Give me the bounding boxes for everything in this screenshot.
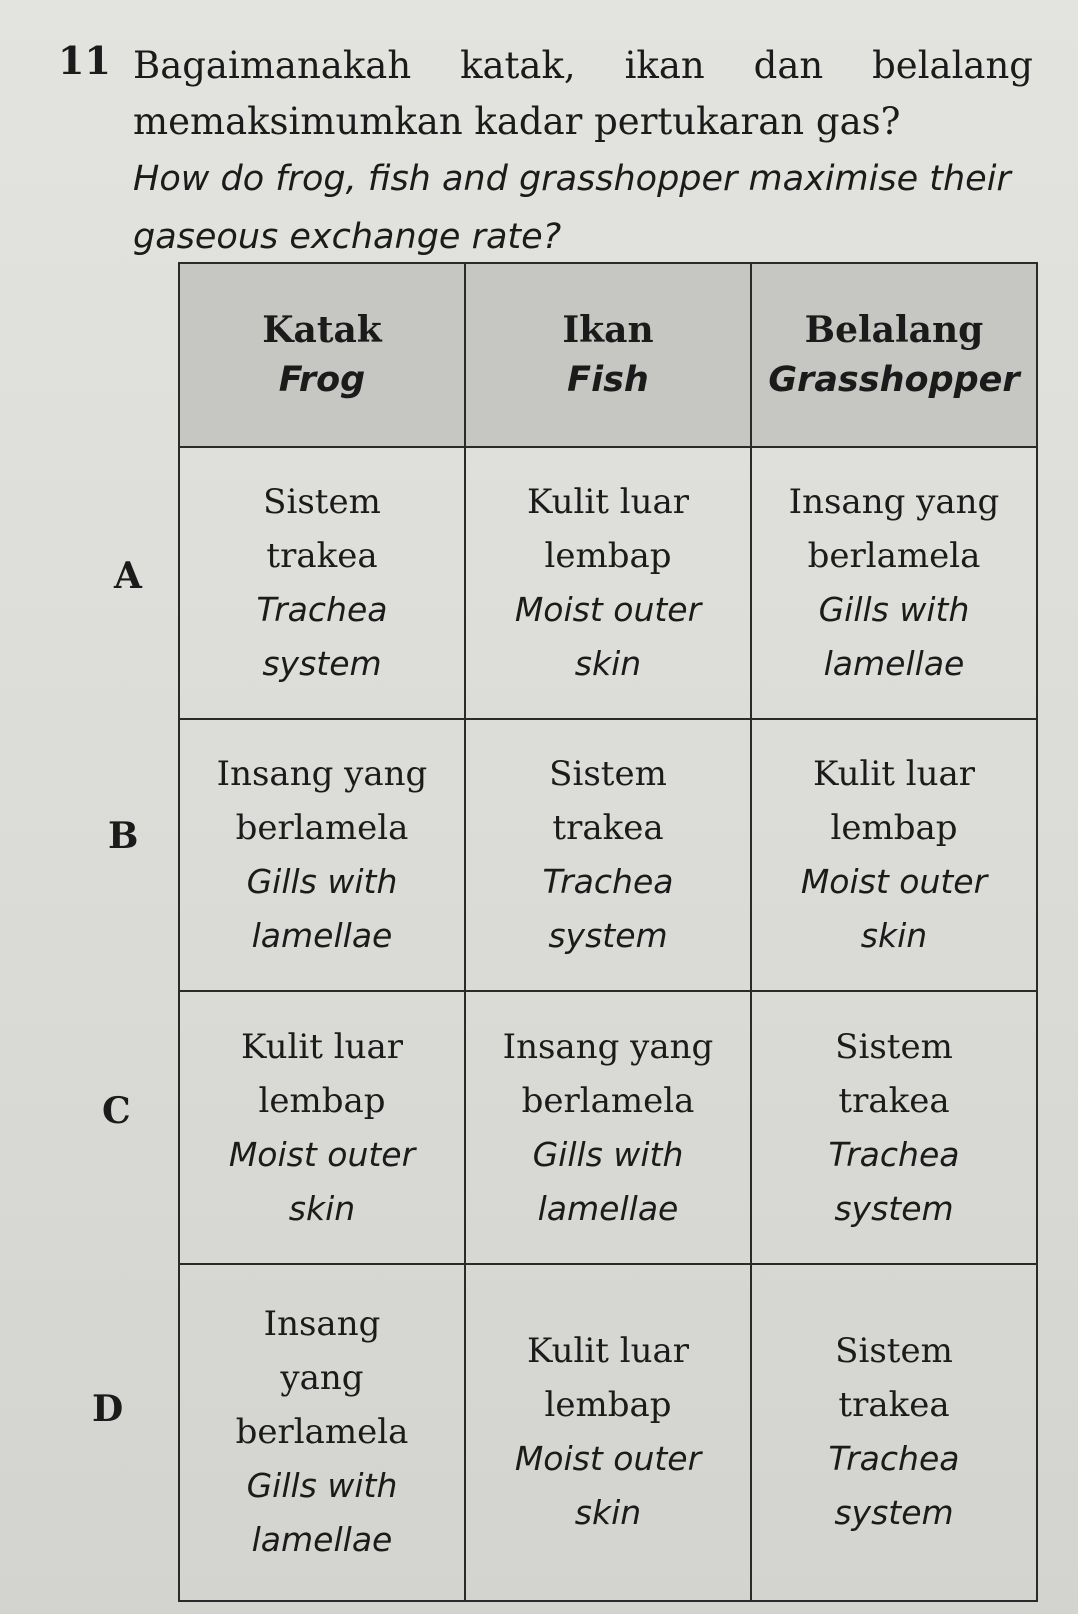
table-row-c — [179, 991, 1037, 1263]
cell-text-english: skin — [574, 644, 642, 684]
cell-text-malay: yang — [280, 1358, 364, 1399]
question-text-english-line-1: How do frog, fish and grasshopper maximise their — [133, 159, 1011, 199]
cell-text-malay: Kulit luar — [526, 482, 690, 523]
cell-text-malay: Insang yang — [788, 482, 1000, 523]
cell-text-english: Gills with — [246, 1466, 398, 1506]
header-fish-english: Fish — [567, 360, 649, 400]
cell-b-fish — [465, 719, 751, 991]
header-frog-malay: Katak — [262, 309, 382, 351]
cell-text-english: system — [834, 1493, 954, 1533]
cell-text-malay: Kulit luar — [526, 1331, 690, 1372]
cell-c-frog — [179, 991, 465, 1263]
cell-text-malay: Insang yang — [502, 1026, 714, 1067]
cell-text-english: Trachea — [828, 1439, 960, 1479]
cell-text-english: Moist outer — [228, 1134, 416, 1174]
table-header-row — [179, 263, 1037, 447]
cell-text-english: skin — [574, 1493, 642, 1533]
cell-text-english: lamellae — [251, 916, 393, 956]
cell-text-english: lamellae — [251, 1520, 393, 1560]
cell-text-english: Gills with — [532, 1134, 684, 1174]
cell-text-malay: berlamela — [521, 1080, 695, 1121]
cell-text-malay: berlamela — [807, 536, 981, 577]
header-frog — [179, 263, 465, 447]
cell-text-english: system — [834, 1188, 954, 1228]
cell-c-grasshopper — [751, 991, 1037, 1263]
header-grasshopper-english: Grasshopper — [768, 360, 1020, 400]
cell-text-malay: trakea — [552, 808, 664, 849]
question-text-malay-line-1: Bagaimanakah katak, ikan dan belalang — [133, 44, 1033, 87]
cell-text-malay: berlamela — [235, 1412, 409, 1453]
header-frog-english: Frog — [278, 360, 366, 400]
cell-text-malay: trakea — [838, 1385, 950, 1426]
cell-d-fish — [465, 1264, 751, 1601]
header-fish — [465, 263, 751, 447]
cell-text-english: Trachea — [542, 862, 674, 902]
cell-text-english: Trachea — [256, 590, 388, 630]
table-row-b — [179, 719, 1037, 991]
cell-text-malay: Kulit luar — [240, 1026, 404, 1067]
cell-text-english: Moist outer — [514, 1439, 702, 1479]
cell-a-frog — [179, 447, 465, 719]
cell-text-english: Moist outer — [514, 590, 702, 630]
cell-text-malay: berlamela — [235, 808, 409, 849]
cell-text-malay: lembap — [544, 536, 672, 577]
table-row-a — [179, 447, 1037, 719]
cell-c-fish — [465, 991, 751, 1263]
cell-text-english: lamellae — [537, 1188, 679, 1228]
cell-text-english: Moist outer — [800, 862, 988, 902]
cell-text-malay: Sistem — [549, 754, 667, 795]
question-number: 11 — [58, 38, 111, 83]
answer-table-wrapper — [178, 262, 1038, 1602]
cell-text-malay: Insang — [263, 1304, 381, 1345]
cell-a-fish — [465, 447, 751, 719]
cell-d-grasshopper — [751, 1264, 1037, 1601]
cell-text-malay: Insang yang — [216, 754, 428, 795]
cell-text-english: skin — [288, 1188, 356, 1228]
table-row-d — [179, 1264, 1037, 1601]
cell-b-grasshopper — [751, 719, 1037, 991]
option-label-d: D — [92, 1388, 124, 1430]
question-block — [58, 38, 1048, 266]
cell-text-english: Trachea — [828, 1134, 960, 1174]
cell-d-frog — [179, 1264, 465, 1601]
question-text-malay-line-2: memaksimumkan kadar pertukaran gas? — [133, 100, 901, 143]
cell-text-malay: Kulit luar — [812, 754, 976, 795]
cell-text-english: system — [548, 916, 668, 956]
question-text-english-line-2: gaseous exchange rate? — [133, 217, 562, 257]
header-grasshopper — [751, 263, 1037, 447]
answer-table — [178, 262, 1038, 1602]
header-fish-malay: Ikan — [562, 309, 654, 351]
cell-text-english: Gills with — [818, 590, 970, 630]
option-label-b: B — [108, 815, 139, 857]
option-label-a: A — [114, 555, 142, 597]
cell-text-malay: trakea — [266, 536, 378, 577]
option-label-c: C — [102, 1090, 131, 1132]
cell-text-malay: trakea — [838, 1080, 950, 1121]
header-grasshopper-malay: Belalang — [804, 309, 984, 351]
cell-text-malay: lembap — [544, 1385, 672, 1426]
cell-text-malay: lembap — [830, 808, 958, 849]
cell-text-english: lamellae — [823, 644, 965, 684]
cell-text-english: skin — [860, 916, 928, 956]
cell-a-grasshopper — [751, 447, 1037, 719]
cell-text-english: system — [262, 644, 382, 684]
cell-text-english: Gills with — [246, 862, 398, 902]
cell-text-malay: Sistem — [835, 1331, 953, 1372]
cell-b-frog — [179, 719, 465, 991]
cell-text-malay: lembap — [258, 1080, 386, 1121]
cell-text-malay: Sistem — [263, 482, 381, 523]
cell-text-malay: Sistem — [835, 1026, 953, 1067]
